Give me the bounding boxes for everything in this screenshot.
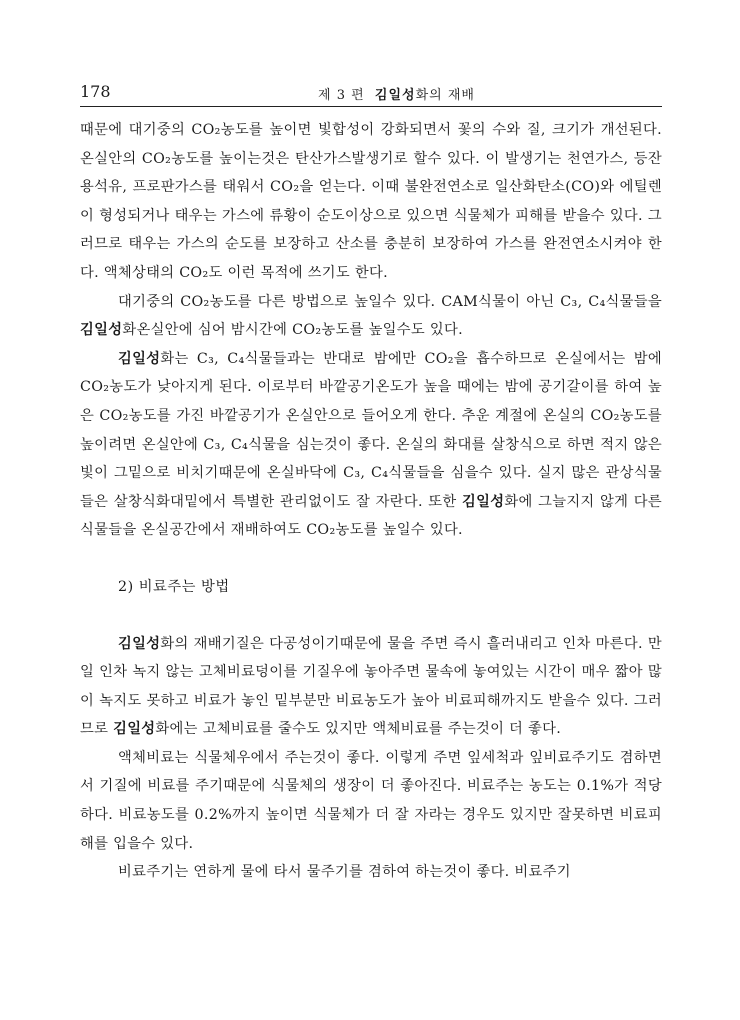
running-title <box>318 84 475 103</box>
highlighted-name: 김일성 <box>113 721 156 738</box>
paragraph: 때문에 대기중의 CO₂농도를 높이면 빛합성이 강화되면서 꽃의 수와 질, 크기가 개선된다. 온실안의 CO₂농도를 높이는것은 탄산가스발생기로 할수 있다. 이 발생기는 천연가스, 등잔용석유, 프로판가스를 태워서 CO₂을 얻는다. 이때 불완전연소로 일산화탄소(CO)와 에틸렌이 형성되거나 태우는 가스에 류황이 순도이상으로 있으면 식물체가 피해를 받을수 있다. 그러므로 태우는 가스의 순도를 보장하고 산소를 충분히 보장하여 가스를 완전연소시켜야 한다. 액체상태의 CO₂도 이런 목적에 쓰기도 한다. <box>80 122 662 281</box>
paragraph: 액체비료는 식물체우에서 주는것이 좋다. 이렇게 주면 잎세척과 잎비료주기도 겸하면서 기질에 비료를 주기때문에 식물체의 생장이 더 좋아진다. 비료주는 농도는 0.1%가 적당하다. 비료농도를 0.2%까지 높이면 식물체가 더 잘 자라는 경우도 있지만 잘못하면 비료피해를 입을수 있다. <box>80 749 662 852</box>
highlighted-name: 김일성 <box>80 322 123 339</box>
paragraph-text: 화에 그늘지지 않게 다른 식물들을 온실공간에서 재배하여도 CO₂농도를 높일수 있다. <box>80 493 662 539</box>
paragraph: 비료주기는 연하게 물에 타서 물주기를 겸하여 하는것이 좋다. 비료주기 <box>118 864 571 881</box>
page-header <box>80 80 662 107</box>
section-heading: 2) 비료주는 방법 <box>118 578 230 595</box>
paragraph-text: 화온실안에 심어 밤시간에 CO₂농도를 높일수도 있다. <box>122 322 463 339</box>
paragraph-text: 화에는 고체비료를 줄수도 있지만 액체비료를 주는것이 더 좋다. <box>155 721 562 738</box>
highlighted-name: 김일성 <box>118 350 161 367</box>
part-label: 제 3 편 <box>318 88 365 103</box>
paragraph <box>80 345 662 545</box>
highlighted-name: 김일성 <box>118 635 161 652</box>
paragraph-text: 대기중의 CO₂농도를 다른 방법으로 높일수 있다. CAM식물이 아닌 C₃, C₄식물들을 <box>118 293 662 310</box>
highlighted-name: 김일성 <box>462 493 505 510</box>
paragraph <box>80 288 662 345</box>
paragraph-text: 화는 C₃, C₄식물들과는 반대로 밤에만 CO₂을 흡수하므로 온실에서는 밤에 CO₂농도가 낮아지게 된다. 이로부터 바깥공기온도가 높을 때에는 밤에 공기갈이를 하여 높은 CO₂농도를 가진 바깥공기가 온실안으로 들어오게 한다. 추운 계절에 온실의 CO₂농도를 높이려면 온실안에 C₃, C₄식물을 심는것이 좋다. 온실의 화대를 살창식으로 하면 적지 않은 빛이 그밑으로 비치기때문에 온실바닥에 C₃, C₄식물들을 심을수 있다. 실지 많은 관상식물들은 살창식화대밑에서 특별한 관리없이도 잘 자란다. 또한 <box>80 350 662 510</box>
running-title-name: 김일성 <box>374 88 416 103</box>
page-number: 178 <box>80 82 111 101</box>
running-title-rest: 화의 재배 <box>415 88 475 103</box>
paragraph-text: 화의 재배기질은 다공성이기때문에 물을 주면 즉시 흘러내리고 인차 마른다. 만일 인차 녹지 않는 고체비료덩이를 기질우에 놓아주면 물속에 놓여있는 시간이 매우 짧아 많이 녹지도 못하고 비료가 놓인 밑부분만 비료농도가 높아 비료피해까지도 받을수 있다. 그러므로 <box>80 635 662 738</box>
paragraph <box>80 630 662 744</box>
page-body <box>80 116 662 887</box>
